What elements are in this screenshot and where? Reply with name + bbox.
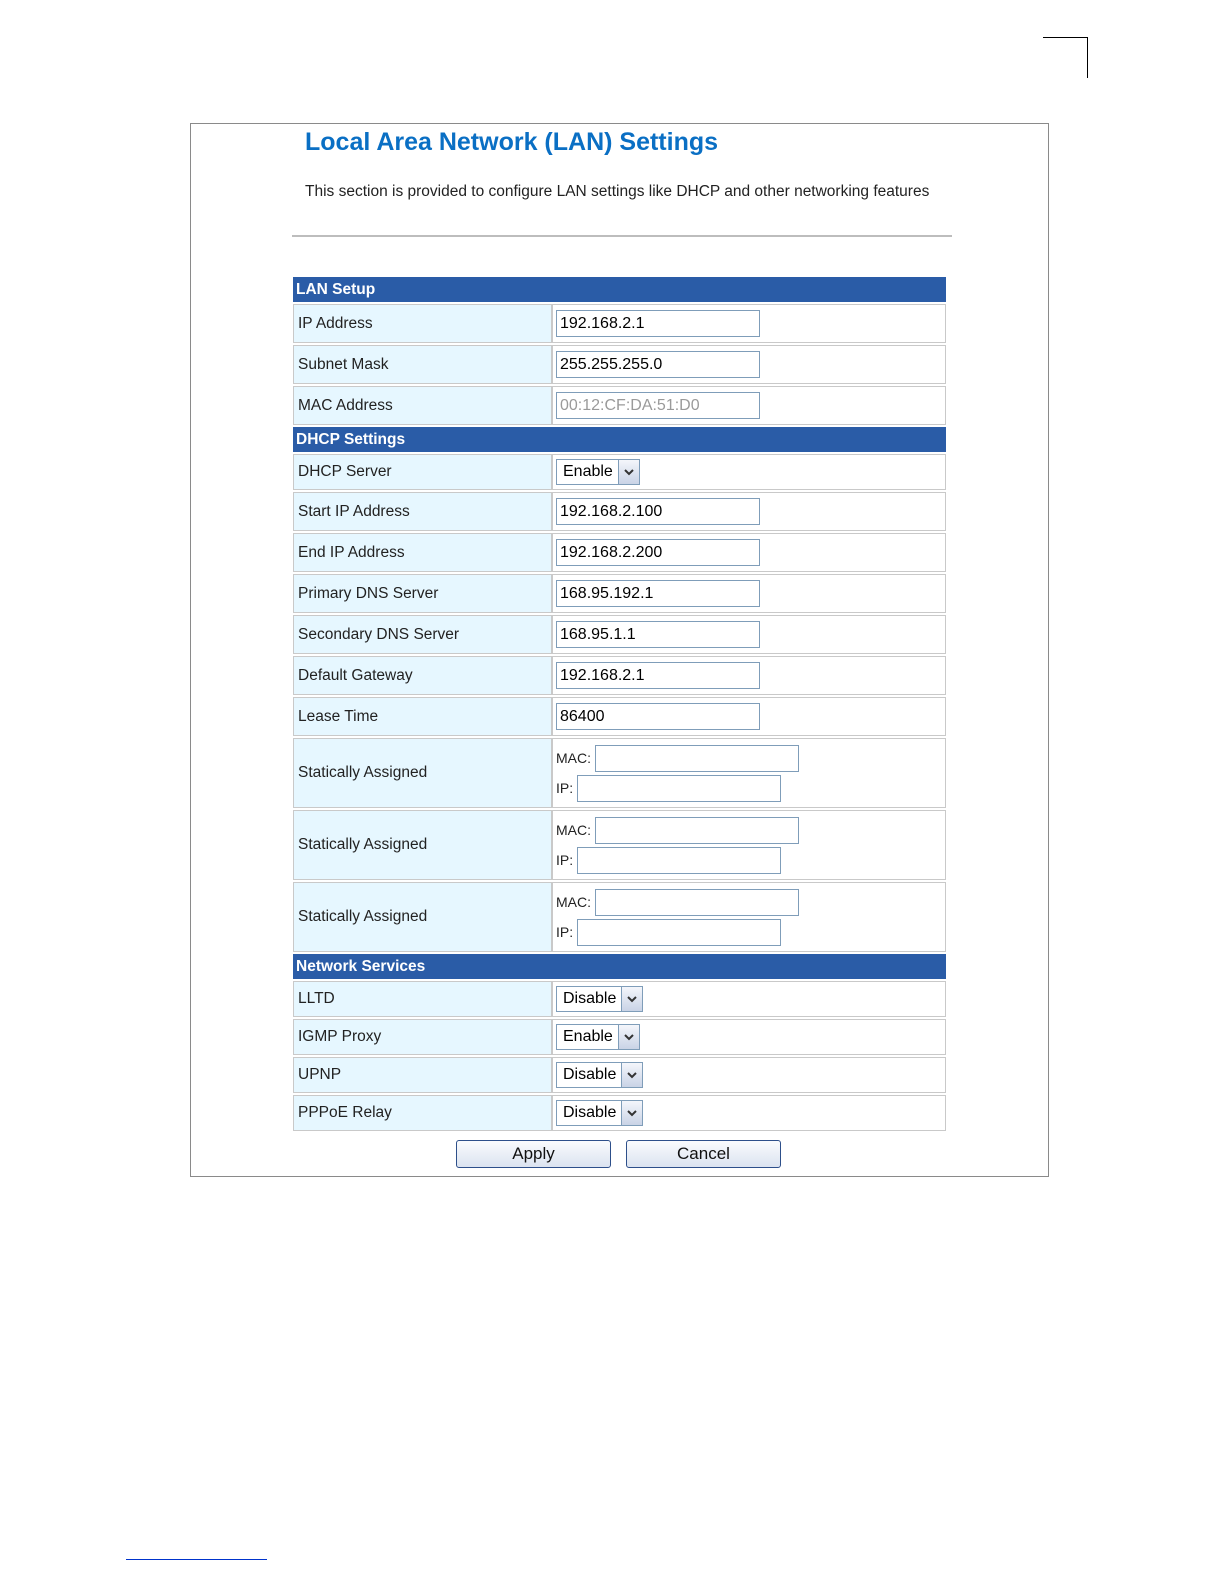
subnet-mask-label: Subnet Mask bbox=[293, 345, 552, 384]
static-ip-input[interactable] bbox=[577, 847, 781, 874]
pppoe-relay-select[interactable] bbox=[556, 1100, 643, 1126]
row-lease-time bbox=[293, 697, 946, 736]
primary-dns-input[interactable] bbox=[556, 580, 760, 607]
start-ip-label: Start IP Address bbox=[293, 492, 552, 531]
ip-address-input[interactable] bbox=[556, 310, 760, 337]
secondary-dns-label: Secondary DNS Server bbox=[293, 615, 552, 654]
row-mac-address bbox=[293, 386, 946, 425]
ip-label: IP: bbox=[556, 924, 574, 940]
select-value: Disable bbox=[563, 990, 617, 1007]
static-assigned-label: Statically Assigned bbox=[293, 738, 552, 808]
subnet-mask-input[interactable] bbox=[556, 351, 760, 378]
mac-address-input bbox=[556, 392, 760, 419]
select-value: Disable bbox=[563, 1104, 617, 1121]
dhcp-server-label: DHCP Server bbox=[293, 454, 552, 490]
dhcp-server-select[interactable] bbox=[556, 459, 640, 485]
mac-address-label: MAC Address bbox=[293, 386, 552, 425]
chevron-down-icon[interactable] bbox=[621, 1101, 642, 1125]
upnp-label: UPNP bbox=[293, 1057, 552, 1093]
apply-button[interactable]: Apply bbox=[456, 1140, 611, 1168]
row-pppoe-relay bbox=[293, 1095, 946, 1131]
row-lltd bbox=[293, 981, 946, 1017]
secondary-dns-input[interactable] bbox=[556, 621, 760, 648]
section-heading: Network Services bbox=[293, 954, 946, 979]
chevron-down-icon[interactable] bbox=[618, 1025, 639, 1049]
section-heading: LAN Setup bbox=[293, 277, 946, 302]
row-upnp bbox=[293, 1057, 946, 1093]
row-subnet-mask bbox=[293, 345, 946, 384]
mac-label: MAC: bbox=[556, 894, 591, 910]
row-primary-dns bbox=[293, 574, 946, 613]
igmp-proxy-select[interactable] bbox=[556, 1024, 640, 1050]
footer-rule bbox=[126, 1559, 267, 1560]
end-ip-label: End IP Address bbox=[293, 533, 552, 572]
static-assigned-label: Statically Assigned bbox=[293, 810, 552, 880]
settings-table bbox=[293, 275, 946, 1133]
static-assigned-label: Statically Assigned bbox=[293, 882, 552, 952]
static-ip-input[interactable] bbox=[577, 919, 781, 946]
select-value: Enable bbox=[563, 463, 613, 480]
igmp-proxy-label: IGMP Proxy bbox=[293, 1019, 552, 1055]
row-dhcp-server bbox=[293, 454, 946, 490]
row-secondary-dns bbox=[293, 615, 946, 654]
static-mac-input[interactable] bbox=[595, 817, 799, 844]
row-ip-address bbox=[293, 304, 946, 343]
lltd-select[interactable] bbox=[556, 986, 643, 1012]
end-ip-input[interactable] bbox=[556, 539, 760, 566]
screenshot-frame bbox=[190, 123, 1049, 1177]
row-static-assigned-1 bbox=[293, 738, 946, 808]
static-mac-input[interactable] bbox=[595, 745, 799, 772]
default-gateway-label: Default Gateway bbox=[293, 656, 552, 695]
action-buttons bbox=[456, 1140, 781, 1168]
divider bbox=[292, 235, 952, 237]
section-lan-setup bbox=[293, 277, 946, 302]
lltd-label: LLTD bbox=[293, 981, 552, 1017]
default-gateway-input[interactable] bbox=[556, 662, 760, 689]
primary-dns-label: Primary DNS Server bbox=[293, 574, 552, 613]
row-start-ip bbox=[293, 492, 946, 531]
chevron-down-icon[interactable] bbox=[621, 1063, 642, 1087]
section-dhcp-settings bbox=[293, 427, 946, 452]
pppoe-relay-label: PPPoE Relay bbox=[293, 1095, 552, 1131]
lease-time-input[interactable] bbox=[556, 703, 760, 730]
ip-label: IP: bbox=[556, 852, 574, 868]
mac-label: MAC: bbox=[556, 750, 591, 766]
ip-label: IP: bbox=[556, 780, 574, 796]
row-static-assigned-3 bbox=[293, 882, 946, 952]
cancel-button[interactable]: Cancel bbox=[626, 1140, 781, 1168]
section-network-services bbox=[293, 954, 946, 979]
static-mac-input[interactable] bbox=[595, 889, 799, 916]
lease-time-label: Lease Time bbox=[293, 697, 552, 736]
upnp-select[interactable] bbox=[556, 1062, 643, 1088]
row-igmp-proxy bbox=[293, 1019, 946, 1055]
page-title: Local Area Network (LAN) Settings bbox=[305, 128, 719, 156]
static-ip-input[interactable] bbox=[577, 775, 781, 802]
ip-address-label: IP Address bbox=[293, 304, 552, 343]
row-default-gateway bbox=[293, 656, 946, 695]
page-intro: This section is provided to configure LAN settings like DHCP and other networking features bbox=[305, 183, 930, 200]
row-end-ip bbox=[293, 533, 946, 572]
start-ip-input[interactable] bbox=[556, 498, 760, 525]
chevron-down-icon[interactable] bbox=[621, 987, 642, 1011]
section-heading: DHCP Settings bbox=[293, 427, 946, 452]
select-value: Enable bbox=[563, 1028, 613, 1045]
row-static-assigned-2 bbox=[293, 810, 946, 880]
crop-mark-horizontal bbox=[1043, 37, 1088, 38]
select-value: Disable bbox=[563, 1066, 617, 1083]
crop-mark-vertical bbox=[1087, 37, 1088, 78]
chevron-down-icon[interactable] bbox=[618, 460, 639, 484]
mac-label: MAC: bbox=[556, 822, 591, 838]
